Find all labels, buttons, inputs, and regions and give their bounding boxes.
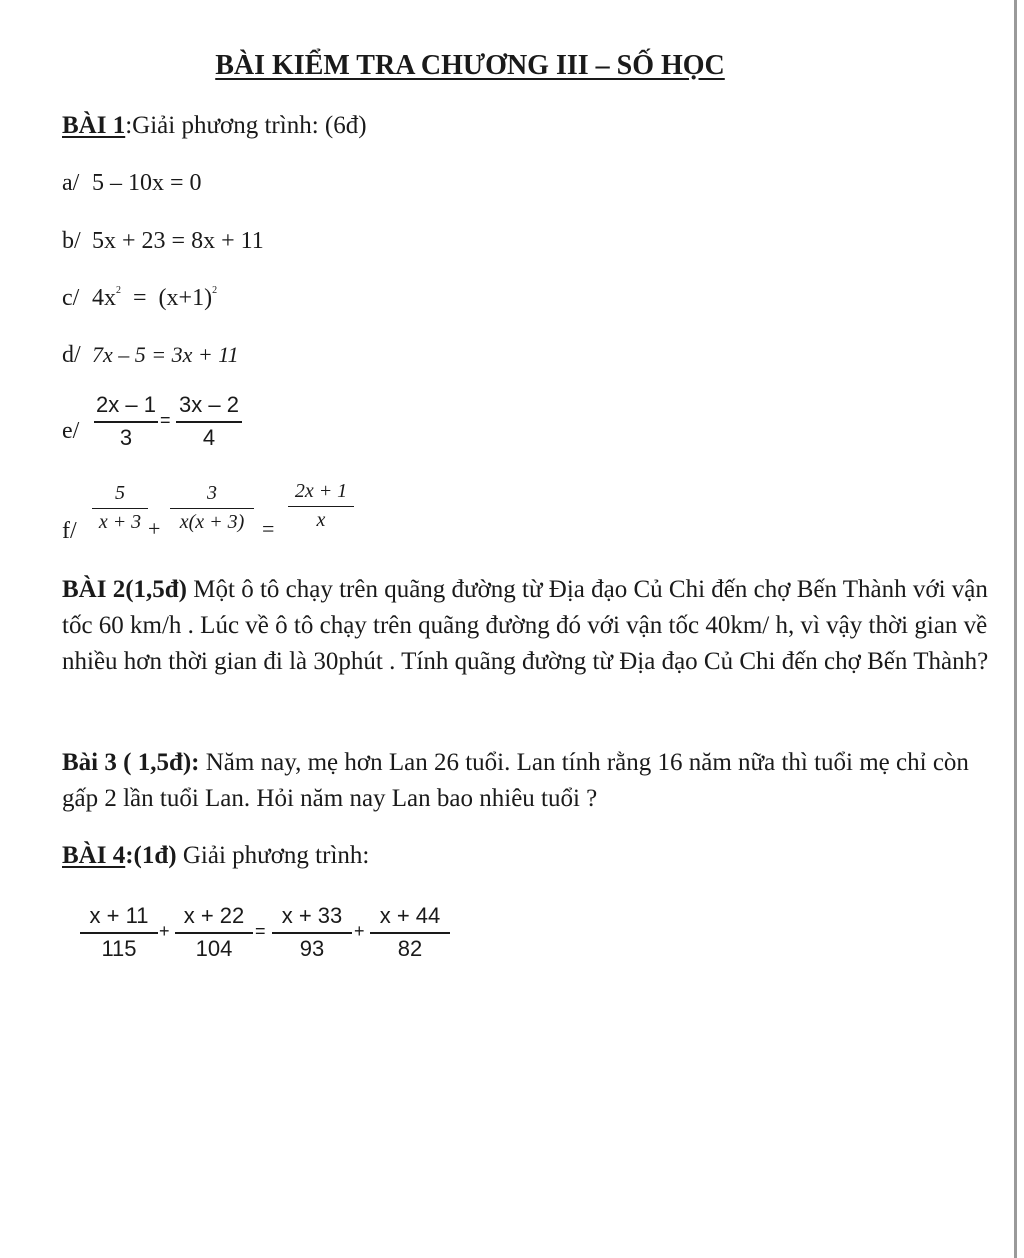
exercise-3-text: Năm nay, mẹ hơn Lan 26 tuổi. Lan tính rằng 16 năm nữa thì tuổi mẹ chỉ còn gấp 2 lần tuổi Lan. Hỏi năm nay Lan bao nhiêu tuổi ? [62,749,969,812]
exercise-4-fraction-3: x + 33 93 [272,903,352,962]
exercise-3 [62,745,1002,817]
equation-f-fraction-2: 3 x(x + 3) [170,482,254,534]
exercise-4-plus-1: + [159,921,170,941]
exercise-1-label: BÀI 1 [62,112,126,139]
equation-e-operator: = [160,410,171,430]
page-edge [1014,0,1017,1258]
equation-f-equals: = [262,516,275,541]
exercise-4-instruction: Giải phương trình: [176,842,370,869]
equation-c: c/ $4x^2 = (x+1)^2$ [62,285,218,311]
equation-d: d/ 7x – 5 = 3x + 11 [62,342,239,368]
equation-f-fraction-1: 5 x + 3 [92,482,148,534]
exercise-4-fraction-2: x + 22 104 [175,903,253,962]
exercise-4-equals: = [255,921,266,941]
equation-b: b/ 5x + 23 = 8x + 11 [62,228,264,254]
equation-f-plus: + [148,516,161,541]
equation-e-label: e/ [62,418,80,444]
equation-e-fraction-2: 3x – 2 4 [176,392,242,451]
exercise-1-heading [62,112,367,140]
exercise-4-points: :(1đ) [125,842,177,869]
exercise-4-label: BÀI 4 [62,842,126,869]
exercise-4-fraction-1: x + 11 115 [80,903,158,962]
exercise-4-plus-2: + [354,921,365,941]
exercise-3-label: Bài 3 ( 1,5đ): [62,749,200,776]
exercise-2-label: BÀI 2(1,5đ) [62,576,188,603]
equation-b-text: 5x + 23 = 8x + 11 [92,228,264,254]
equation-a: a/ 5 – 10x = 0 [62,170,202,196]
equation-f-label: f/ [62,518,77,544]
exercise-4-fraction-4: x + 44 82 [370,903,450,962]
equation-e-fraction-1: 2x – 1 3 [94,392,158,451]
page-title: BÀI KIỂM TRA CHƯƠNG III – SỐ HỌC [215,50,725,81]
exercise-4-heading [62,842,369,870]
exercise-2-text: Một ô tô chạy trên quãng đường từ Địa đạo Củ Chi đến chợ Bến Thành với vận tốc 60 km/h . Lúc về ô tô chạy trên quãng đường đó với vận tốc 40km/ h, vì vậy thời gian về nhiều hơn thời gian đi là 30phút . Tính quãng đường từ Địa đạo Củ Chi đến chợ Bến Thành? [62,576,989,675]
exercise-1-instruction: :Giải phương trình: (6đ) [125,112,367,139]
equation-f-fraction-3: 2x + 1 x [288,480,354,532]
exercise-2 [62,572,1002,680]
equation-d-text: 7x – 5 = 3x + 11 [92,342,239,367]
equation-a-text: 5 – 10x = 0 [92,170,202,196]
